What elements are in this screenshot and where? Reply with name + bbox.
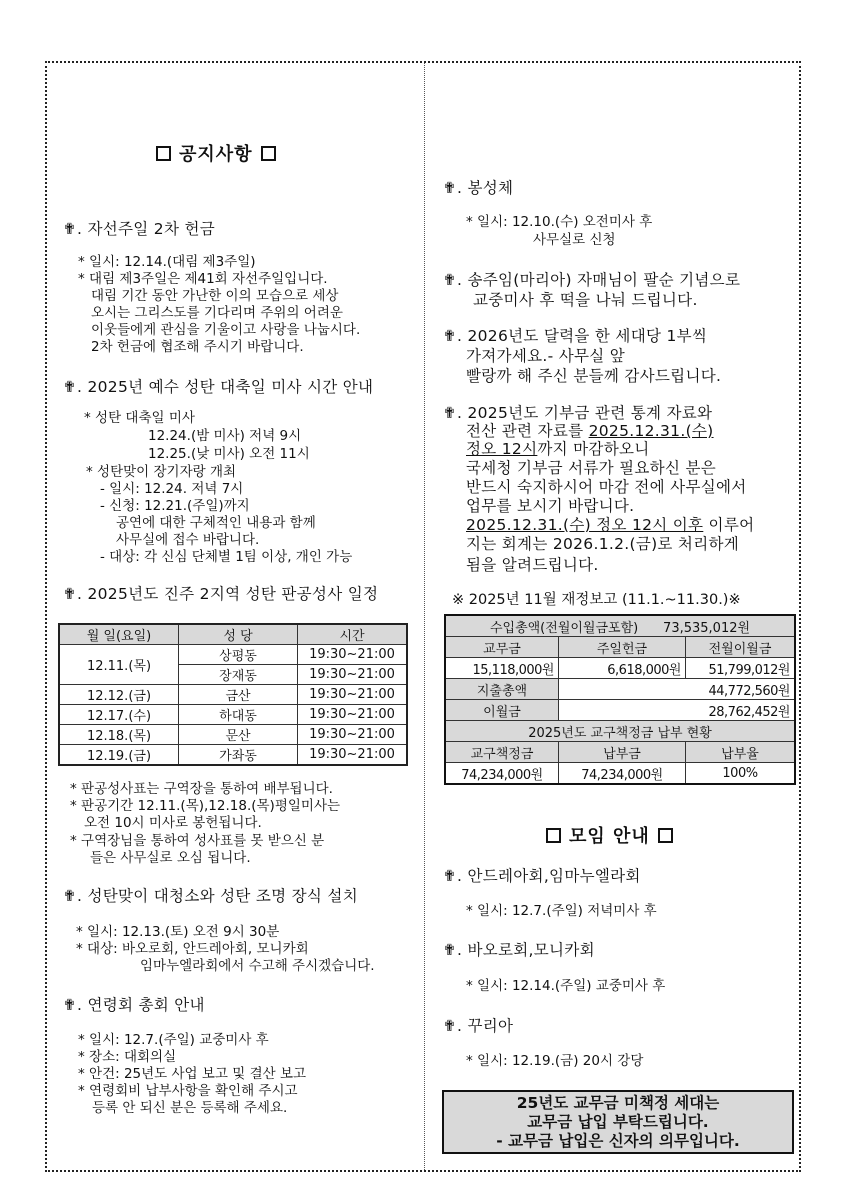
notice-line: 사무실에 접수 바랍니다. [116, 532, 260, 548]
notice-line: * 일시: 12.13.(토) 오전 9시 30분 [76, 924, 280, 940]
notice-line: * 판공기간 12.11.(목),12.18.(목)평일미사는 [70, 798, 341, 814]
col-header-time: 시간 [298, 624, 408, 645]
cell-date: 12.11.(목) [59, 645, 179, 685]
income-total-row [445, 615, 795, 637]
notice-line: 대림 기간 동안 가난한 이의 모습으로 세상 [91, 288, 339, 304]
cross-icon: ✟ [443, 1017, 457, 1035]
col-header-diocese-fee: 교무금 [445, 637, 559, 658]
notice-line: 오전 10시 미사로 봉헌됩니다. [84, 815, 262, 831]
cell-church: 장재동 [179, 665, 298, 685]
dot: . [77, 887, 83, 905]
cell-church: 하대동 [179, 705, 298, 725]
income-total-label: 수입총액(전월이월금포함) [489, 620, 639, 636]
cell-time: 19:30~21:00 [298, 685, 408, 705]
heading-text: 성탄맞이 대청소와 성탄 조명 장식 설치 [87, 887, 358, 905]
col-header-church: 성 당 [179, 624, 298, 645]
quota-title: 2025년도 교구책정금 납부 현황 [445, 721, 795, 742]
notice-line: * 판공성사표는 구역장을 통하여 배부됩니다. [70, 781, 333, 797]
dot: . [77, 378, 83, 396]
cross-icon: ✟ [63, 378, 77, 396]
heading-text: 꾸리아 [467, 1017, 514, 1035]
dot: . [77, 585, 83, 603]
value-prev-carryover: 51,799,012원 [686, 658, 796, 679]
cell-time: 19:30~21:00 [298, 705, 408, 725]
notice-line: 국세청 기부금 서류가 필요하신 분은 [466, 459, 717, 477]
cell-date: 12.12.(금) [59, 685, 179, 705]
notice-line: * 성탄 대축일 미사 [84, 410, 195, 426]
cross-icon: ✟ [443, 941, 457, 959]
heading-text: 봉성체 [467, 179, 514, 197]
notice-line: 됨을 알려드립니다. [466, 556, 599, 574]
notice-line: * 일시: 12.14.(대림 제3주일) [78, 254, 256, 270]
notice-heading-cleaning [63, 884, 358, 906]
notice-line: - 신청: 12.21.(주일)까지 [100, 498, 250, 514]
notice-heading-confession-schedule [63, 582, 378, 604]
cross-icon: ✟ [443, 271, 457, 289]
col-header-paid: 납부금 [559, 742, 686, 763]
notice-section-title [148, 140, 284, 166]
heading-text: 바오로회,모니카회 [467, 941, 595, 959]
table-row [59, 725, 407, 745]
notice-line: * 대림 제3주일은 제41회 자선주일입니다. [78, 271, 328, 287]
text: 전산 관련 자료를 [466, 422, 589, 440]
notice-line: - 교무금 납입은 신자의 의무입니다. [496, 1132, 740, 1150]
heading-text: 안드레아회,임마누엘라회 [467, 867, 641, 885]
heading-text: 연령회 총회 안내 [87, 996, 205, 1014]
notice-line: 사무실로 신청 [533, 232, 616, 248]
cross-icon: ✟ [63, 887, 77, 905]
carryover-label: 이월금 [445, 700, 559, 721]
notice-line: * 대상: 바오로회, 안드레아회, 모니카회 [76, 941, 309, 957]
dot: . [457, 327, 463, 345]
finance-report-title: ※ 2025년 11월 재정보고 (11.1.~11.30.)※ [452, 592, 741, 608]
notice-line: * 성탄맞이 장기자랑 개최 [86, 464, 237, 480]
square-icon [546, 828, 561, 843]
cell-date: 12.17.(수) [59, 705, 179, 725]
deadline-date: 2025.12.31.(수) [588, 422, 714, 440]
notice-line: 공연에 대한 구체적인 내용과 함께 [116, 515, 316, 531]
heading-text: 송주임(마리아) 자매님이 팔순 기념으로 [467, 271, 741, 289]
dot: . [457, 1017, 463, 1035]
notice-line: - 대상: 각 신심 단체별 1팀 이상, 개인 가능 [100, 549, 353, 565]
notice-line: * 장소: 대회의실 [78, 1049, 177, 1065]
meeting-heading [443, 864, 641, 886]
value-diocese-fee: 15,118,000원 [445, 658, 559, 679]
notice-line: * 구역장님을 통하여 성사표를 못 받으신 분 [70, 833, 325, 849]
cross-icon: ✟ [443, 867, 457, 885]
cell-date: 12.18.(목) [59, 725, 179, 745]
notice-line: * 연령회비 납부사항을 확인해 주시고 [78, 1083, 298, 1099]
notice-heading-calendar [443, 324, 707, 346]
notice-line: 12.24.(밤 미사) 저녁 9시 [148, 428, 302, 444]
notice-line: 업무를 보시기 바랍니다. [466, 497, 635, 515]
meeting-line: * 일시: 12.7.(주일) 저녁미사 후 [466, 903, 657, 919]
finance-report-table [444, 614, 796, 785]
cross-icon: ✟ [443, 327, 457, 345]
cell-church: 가좌동 [179, 745, 298, 766]
income-total-value: 73,535,012원 [663, 620, 751, 636]
section-title-text: 공지사항 [179, 144, 253, 165]
cutoff-datetime: 2025.12.31.(수) 정오 12시 이후 [466, 516, 704, 534]
heading-text: 2026년도 달력을 한 세대당 1부씩 [467, 327, 708, 345]
expense-value: 44,772,560원 [559, 679, 796, 700]
value-rate: 100% [686, 763, 796, 785]
diocese-fee-notice-box [442, 1090, 794, 1154]
table-row [59, 745, 407, 766]
cell-time: 19:30~21:00 [298, 665, 408, 685]
notice-heading-funeral-society [63, 993, 205, 1015]
dot: . [77, 996, 83, 1014]
notice-line: 지는 회계는 2026.1.2.(금)로 처리하게 [466, 535, 740, 553]
cell-time: 19:30~21:00 [298, 745, 408, 766]
confession-schedule-table [58, 623, 408, 766]
table-row [59, 705, 407, 725]
dot: . [77, 220, 83, 238]
carryover-value: 28,762,452원 [559, 700, 796, 721]
table-row [59, 645, 407, 665]
notice-line: * 안건: 25년도 사업 보고 및 결산 보고 [78, 1066, 307, 1082]
notice-line: - 일시: 12.24. 저녁 7시 [100, 481, 244, 497]
cell-church: 상평동 [179, 645, 298, 665]
meeting-heading [443, 1014, 513, 1036]
dot: . [457, 867, 463, 885]
notice-heading-christmas-mass [63, 375, 373, 397]
dot: . [457, 179, 463, 197]
meeting-heading [443, 938, 595, 960]
notice-line: 등록 안 되신 분은 등록해 주세요. [92, 1100, 288, 1116]
meeting-section-title [538, 822, 681, 848]
heading-text: 자선주일 2차 헌금 [87, 220, 215, 238]
value-paid: 74,234,000원 [559, 763, 686, 785]
cross-icon: ✟ [63, 996, 77, 1014]
meeting-line: * 일시: 12.14.(주일) 교중미사 후 [466, 978, 666, 994]
meeting-line: * 일시: 12.19.(금) 20시 강당 [466, 1053, 644, 1069]
col-header-rate: 납부율 [686, 742, 796, 763]
dot: . [457, 404, 463, 422]
square-icon [261, 146, 276, 161]
text: 이루어 [703, 516, 755, 534]
square-icon [658, 828, 673, 843]
cell-date: 12.19.(금) [59, 745, 179, 766]
notice-line: 2차 헌금에 협조해 주시기 바랍니다. [91, 339, 304, 355]
deadline-time: 정오 12시 [466, 440, 538, 458]
value-quota: 74,234,000원 [445, 763, 559, 785]
cross-icon: ✟ [63, 585, 77, 603]
text: 까지 마감하오니 [537, 440, 650, 458]
notice-line: 교중미사 후 떡을 나눠 드립니다. [473, 291, 698, 309]
table-row [59, 685, 407, 705]
col-header-quota: 교구책정금 [445, 742, 559, 763]
cell-church: 금산 [179, 685, 298, 705]
dot: . [457, 941, 463, 959]
cell-time: 19:30~21:00 [298, 645, 408, 665]
notice-heading-charity [63, 217, 215, 239]
cell-church: 문산 [179, 725, 298, 745]
notice-line: * 일시: 12.7.(주일) 교중미사 후 [78, 1032, 269, 1048]
notice-heading-rice-cake [443, 268, 740, 290]
heading-text: 2025년도 진주 2지역 성탄 판공성사 일정 [87, 585, 379, 603]
value-sunday-offering: 6,618,000원 [559, 658, 686, 679]
section-title-text: 모임 안내 [569, 826, 650, 847]
notice-line: 이웃들에게 관심을 기울이고 사랑을 나눕시다. [91, 322, 361, 338]
notice-heading-communion [443, 176, 513, 198]
notice-line: 빨랑까 해 주신 분들께 감사드립니다. [466, 367, 722, 385]
notice-line: 임마누엘라회에서 수고해 주시겠습니다. [140, 958, 375, 974]
cross-icon: ✟ [443, 179, 457, 197]
col-header-date: 월 일(요일) [59, 624, 179, 645]
square-icon [156, 146, 171, 161]
cell-time: 19:30~21:00 [298, 725, 408, 745]
col-header-prev-carryover: 전월이월금 [686, 637, 796, 658]
dot: . [457, 271, 463, 289]
notice-line: * 일시: 12.10.(수) 오전미사 후 [466, 214, 653, 230]
notice-line: 교무금 납입 부탁드립니다. [527, 1113, 709, 1131]
column-divider [424, 63, 425, 1170]
notice-line: 반드시 숙지하시어 마감 전에 사무실에서 [466, 478, 747, 496]
notice-line: 들은 사무실로 오심 됩니다. [90, 850, 251, 866]
notice-line: 12.25.(낮 미사) 오전 11시 [148, 446, 310, 462]
heading-text: 2025년 예수 성탄 대축일 미사 시간 안내 [87, 378, 374, 396]
heading-text: 2025년도 기부금 관련 통계 자료와 [467, 404, 713, 422]
col-header-sunday-offering: 주일헌금 [559, 637, 686, 658]
cross-icon: ✟ [63, 220, 77, 238]
notice-line: 가져가세요.- 사무실 앞 [466, 347, 626, 365]
expense-label: 지출총액 [445, 679, 559, 700]
notice-line: 25년도 교무금 미책정 세대는 [516, 1094, 720, 1112]
notice-line: 오시는 그리스도를 기다리며 주위의 어려운 [91, 305, 343, 321]
cross-icon: ✟ [443, 404, 457, 422]
